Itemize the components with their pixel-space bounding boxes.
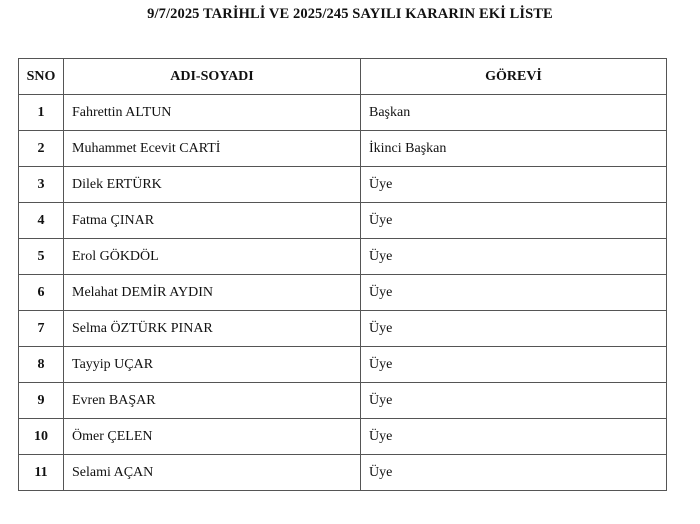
table-row	[19, 167, 667, 203]
document-title: 9/7/2025 TARİHLİ VE 2025/245 SAYILI KARARIN EKİ LİSTE	[147, 6, 553, 22]
header-sno: SNO	[19, 59, 64, 95]
cell-role: Üye	[361, 419, 667, 455]
cell-role: İkinci Başkan	[361, 131, 667, 167]
cell-role: Üye	[361, 311, 667, 347]
table-row	[19, 275, 667, 311]
table-row	[19, 239, 667, 275]
cell-sno: 10	[19, 419, 64, 455]
cell-sno: 11	[19, 455, 64, 491]
table-row	[19, 383, 667, 419]
cell-role: Üye	[361, 347, 667, 383]
header-name: ADI-SOYADI	[64, 59, 361, 95]
cell-role: Üye	[361, 239, 667, 275]
cell-name: Evren BAŞAR	[64, 383, 361, 419]
cell-name: Dilek ERTÜRK	[64, 167, 361, 203]
cell-name: Tayyip UÇAR	[64, 347, 361, 383]
table-row	[19, 347, 667, 383]
cell-sno: 2	[19, 131, 64, 167]
cell-name: Selami AÇAN	[64, 455, 361, 491]
cell-sno: 3	[19, 167, 64, 203]
cell-sno: 1	[19, 95, 64, 131]
cell-role: Üye	[361, 203, 667, 239]
cell-role: Üye	[361, 167, 667, 203]
table-header-row	[19, 59, 667, 95]
cell-sno: 7	[19, 311, 64, 347]
table-row	[19, 203, 667, 239]
cell-sno: 9	[19, 383, 64, 419]
cell-sno: 6	[19, 275, 64, 311]
member-list-table	[18, 58, 667, 491]
cell-name: Erol GÖKDÖL	[64, 239, 361, 275]
cell-role: Başkan	[361, 95, 667, 131]
cell-sno: 4	[19, 203, 64, 239]
table-row	[19, 419, 667, 455]
cell-sno: 5	[19, 239, 64, 275]
table-row	[19, 131, 667, 167]
cell-role: Üye	[361, 383, 667, 419]
cell-role: Üye	[361, 275, 667, 311]
table-row	[19, 455, 667, 491]
table-row	[19, 311, 667, 347]
cell-name: Ömer ÇELEN	[64, 419, 361, 455]
cell-name: Selma ÖZTÜRK PINAR	[64, 311, 361, 347]
cell-name: Melahat DEMİR AYDIN	[64, 275, 361, 311]
cell-name: Fatma ÇINAR	[64, 203, 361, 239]
cell-name: Fahrettin ALTUN	[64, 95, 361, 131]
cell-role: Üye	[361, 455, 667, 491]
header-role: GÖREVİ	[361, 59, 667, 95]
table-row	[19, 95, 667, 131]
cell-name: Muhammet Ecevit CARTİ	[64, 131, 361, 167]
cell-sno: 8	[19, 347, 64, 383]
